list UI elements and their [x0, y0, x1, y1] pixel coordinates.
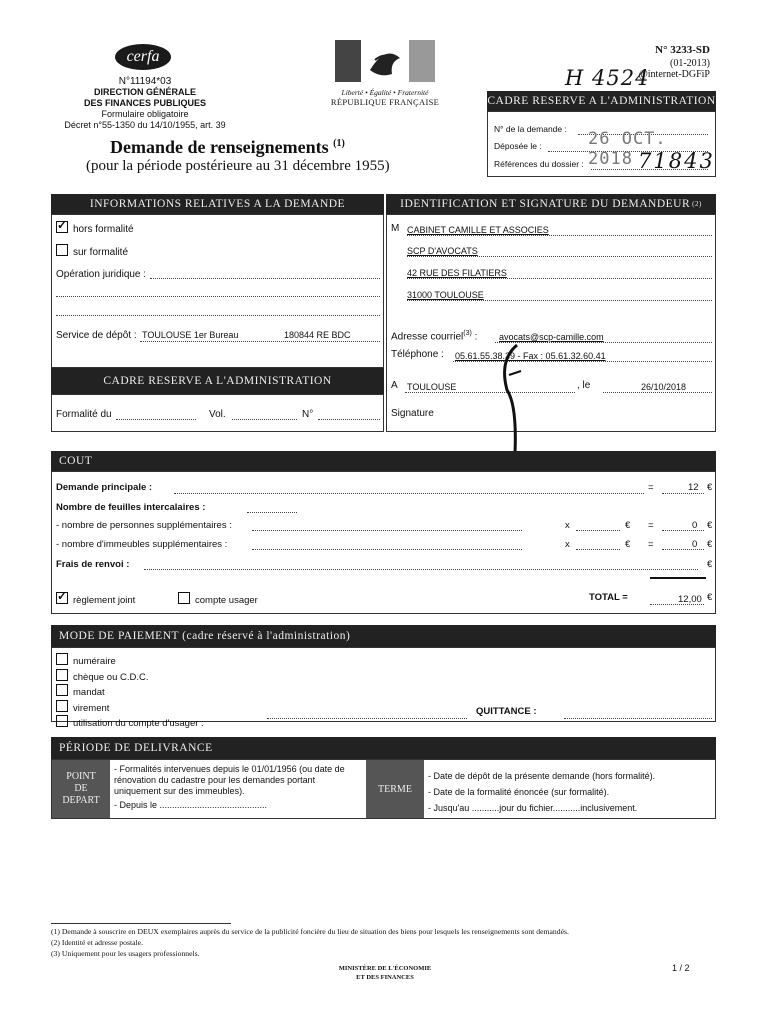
issuer-block: [60, 76, 230, 131]
payment-cheque[interactable]: chèque ou C.D.C.: [56, 669, 204, 685]
start-label: POINT DE DEPART: [52, 760, 110, 818]
total-rule: [650, 577, 706, 579]
payment-cash[interactable]: numéraire: [56, 653, 204, 669]
shipping-currency: €: [707, 559, 713, 570]
payment-account-checkbox[interactable]: [56, 715, 68, 727]
persons-label: - nombre de personnes supplémentaires :: [56, 520, 232, 531]
payment-box: [51, 647, 716, 730]
admin-box-header: [487, 91, 716, 111]
hors-formalite-checkbox[interactable]: [56, 221, 68, 233]
date-underline: [603, 392, 712, 393]
footnotes: [51, 926, 721, 959]
page-title: Demande de renseignements $^{(1)}$: [110, 137, 345, 157]
date-label: , le: [577, 380, 591, 391]
delivery-box: [51, 759, 716, 819]
motto: Liberté • Égalité • Fraternité: [341, 88, 429, 97]
vol-label: Vol.: [209, 409, 226, 420]
phone-label: Téléphone :: [391, 349, 444, 360]
persons-value[interactable]: 0: [692, 520, 698, 531]
payment-joint-checkbox[interactable]: [56, 592, 68, 604]
form-code: N° 3233-SD: [655, 44, 710, 56]
start-text: - Formalités intervenues depuis le 01/01/1956 (ou date de rénovation du cadastre pour les demandes portant uniquement sur des immeubles). - Depuis le ...........................................: [114, 764, 345, 810]
persons-total-currency: €: [707, 520, 713, 531]
service-code[interactable]: 180844 RE BDC: [284, 330, 351, 340]
num-field: [318, 419, 380, 420]
file-ref-value: 71843: [638, 149, 715, 173]
persons-currency: €: [625, 520, 631, 531]
handwritten-number: H 4524: [565, 66, 650, 90]
pages-label: Nombre de feuilles intercalaires :: [56, 502, 206, 513]
form-source: @internet-DGFiP: [638, 69, 710, 80]
total-dots: [650, 604, 704, 605]
requester-line4-underline: [407, 300, 712, 301]
requester-address[interactable]: 42 RUE DES FILATIERS: [407, 268, 507, 278]
signature-label: Signature: [391, 408, 434, 419]
total-value[interactable]: 12,00: [678, 594, 702, 605]
formalite-field: [116, 419, 196, 420]
m-label: M: [391, 223, 400, 234]
admin-box2-header: CADRE RESERVE A L'ADMINISTRATION: [51, 368, 384, 394]
persons-eq: =: [648, 520, 654, 531]
decree: Décret n°55-1350 du 14/10/1955, art. 39: [64, 120, 226, 130]
email-label: Adresse courriel$^{(3)}$ :: [391, 330, 478, 343]
pages-field: [247, 512, 297, 513]
buildings-total-currency: €: [707, 539, 713, 550]
buildings-dots: [252, 549, 522, 550]
request-header: INFORMATIONS RELATIVES A LA DEMANDE: [51, 194, 384, 214]
place-label: A: [391, 380, 398, 391]
vol-field: [232, 419, 297, 420]
requester-city[interactable]: 31000 TOULOUSE: [407, 290, 484, 300]
buildings-rate: [576, 549, 620, 550]
main-request-label: Demande principale :: [56, 482, 153, 493]
phone-value[interactable]: 05.61.55.38.39 - Fax : 05.61.32.60.41: [455, 351, 606, 361]
buildings-eq: =: [648, 539, 654, 550]
total-currency: €: [707, 592, 713, 603]
payment-mandate[interactable]: mandat: [56, 684, 204, 700]
payment-header: MODE DE PAIEMENT (cadre réservé à l'administration): [51, 625, 716, 647]
persons-dots: [252, 530, 522, 531]
term-label: TERME: [366, 760, 424, 818]
user-account-option[interactable]: compte usager: [178, 592, 258, 606]
operation-field[interactable]: [150, 278, 380, 279]
account-dots: [267, 718, 467, 719]
cost-header: COUT: [51, 451, 716, 471]
main-value-dots: [662, 493, 704, 494]
admin-box-title: CADRE RESERVE A L'ADMINISTRATION: [487, 95, 716, 107]
cerfa-logo: cerfa: [115, 44, 171, 70]
receipt-dots: [564, 718, 712, 719]
buildings-currency: €: [625, 539, 631, 550]
buildings-label: - nombre d'immeubles supplémentaires :: [56, 539, 228, 550]
footnote-rule: [51, 923, 231, 924]
formalite-label: Formalité du: [56, 409, 112, 420]
num-label: N°: [302, 409, 314, 420]
republic-label: RÉPUBLIQUE FRANÇAISE: [330, 97, 440, 107]
payment-transfer-checkbox[interactable]: [56, 700, 68, 712]
total-label: TOTAL =: [589, 592, 628, 603]
shipping-dots: [144, 569, 698, 570]
buildings-value[interactable]: 0: [692, 539, 698, 550]
buildings-x: x: [565, 539, 570, 550]
payment-cheque-checkbox[interactable]: [56, 669, 68, 681]
footnote-3: (3) Uniquement pour les usagers professionnels.: [51, 949, 200, 958]
hors-formalite-option[interactable]: ✓hors formalité: [56, 221, 134, 235]
email-value[interactable]: avocats@scp-camille.com: [499, 332, 604, 342]
identity-header: IDENTIFICATION ET SIGNATURE DU DEMANDEUR (2): [386, 194, 716, 214]
deposit-label: Déposée le :: [494, 141, 542, 151]
payment-options: [56, 653, 204, 731]
deposit-stamp: 26 OCT. 2018: [588, 129, 667, 169]
page-subtitle: (pour la période postérieure au 31 décembre 1955): [86, 158, 390, 174]
file-ref-label: Références du dossier :: [494, 159, 584, 169]
form-date: (01-2013): [670, 58, 710, 69]
org-line2: DES FINANCES PUBLIQUES: [83, 98, 206, 108]
place-value[interactable]: TOULOUSE: [407, 382, 457, 392]
sur-formalite-option[interactable]: sur formalité: [56, 244, 128, 258]
footnote-2: (2) Identité et adresse postale.: [51, 938, 143, 947]
marianne-icon: [330, 40, 440, 86]
operation-field-3[interactable]: [56, 315, 380, 316]
date-value[interactable]: 26/10/2018: [641, 382, 687, 392]
page-number: 1 / 2: [672, 963, 690, 973]
payment-account[interactable]: utilisation du compte d'usager :: [56, 715, 204, 731]
requester-line1: [407, 235, 712, 236]
cerfa-number: N°11194*03: [118, 76, 172, 87]
admin-box: [487, 111, 716, 177]
demand-number-label: N° de la demande :: [494, 124, 567, 134]
org-line1: DIRECTION GÉNÉRALE: [93, 87, 196, 97]
payment-mandate-checkbox[interactable]: [56, 684, 68, 696]
requester-line3-underline: [407, 278, 712, 279]
main-currency: €: [707, 482, 713, 493]
persons-value-dots: [662, 530, 704, 531]
user-account-checkbox[interactable]: [178, 592, 190, 604]
cost-box: [51, 471, 716, 614]
identity-box: [386, 214, 716, 432]
requester-line2[interactable]: SCP D'AVOCATS: [407, 246, 478, 256]
signature-scribble-icon: [487, 335, 547, 455]
form-status: Formulaire obligatoire: [101, 109, 189, 119]
payment-cash-checkbox[interactable]: [56, 653, 68, 665]
main-request-value[interactable]: 12: [688, 482, 699, 493]
marianne-logo: [330, 40, 440, 86]
buildings-value-dots: [662, 549, 704, 550]
footnote-1: (1) Demande à souscrire en DEUX exemplaires auprès du service de la publicité foncière du lieu de situation des biens pour lesquels les renseignements sont demandés.: [51, 927, 569, 936]
operation-label: Opération juridique :: [56, 269, 147, 280]
main-request-dots: [174, 493, 644, 494]
requester-name[interactable]: CABINET CAMILLE ET ASSOCIES: [407, 225, 549, 235]
shipping-label: Frais de renvoi :: [56, 559, 130, 570]
admin-box2: [51, 394, 384, 432]
requester-line2-underline: [407, 256, 712, 257]
service-underline: [140, 341, 380, 342]
receipt-label: QUITTANCE :: [476, 706, 537, 717]
main-eq: =: [648, 482, 654, 493]
delivery-header: PÉRIODE DE DELIVRANCE: [51, 737, 716, 759]
request-box: [51, 214, 384, 368]
term-text: - Date de dépôt de la présente demande (hors formalité). - Date de la formalité énoncée (sur formalité). - Jusqu'au ...........jour du fichier...........inclusivement.: [428, 771, 656, 813]
sur-formalite-checkbox[interactable]: [56, 244, 68, 256]
payment-joint-option[interactable]: ✓règlement joint: [56, 592, 135, 606]
persons-x: x: [565, 520, 570, 531]
operation-field-2[interactable]: [56, 296, 380, 297]
payment-transfer[interactable]: virement: [56, 700, 204, 716]
service-value[interactable]: TOULOUSE 1er Bureau: [142, 330, 239, 340]
ministry-block: MINISTÈRE DE L'ÉCONOMIE ET DES FINANCES: [338, 965, 432, 981]
service-label: Service de dépôt :: [56, 330, 137, 341]
persons-rate: [576, 530, 620, 531]
